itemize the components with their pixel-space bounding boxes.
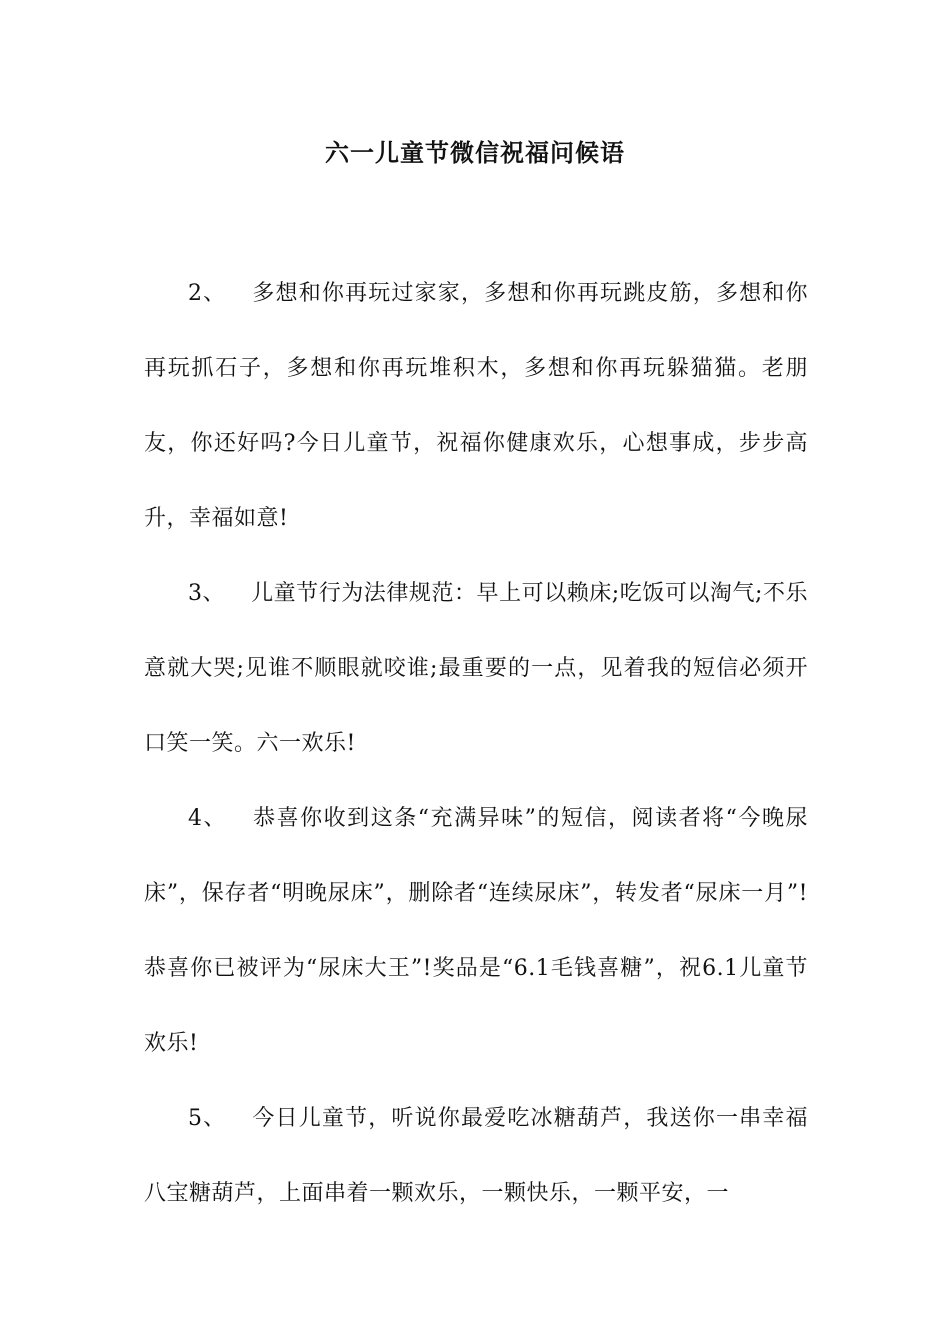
document-title: 六一儿童节微信祝福问候语 (325, 139, 625, 167)
paragraph-number: 5、 (188, 1106, 227, 1131)
paragraph-text: 多想和你再玩过家家，多想和你再玩跳皮筋，多想和你再玩抓石子，多想和你再玩堆积木，多想和你再玩躲猫猫。老朋友，你还好吗?今日儿童节，祝福你健康欢乐，心想事成，步步高升，幸福如意! (144, 281, 808, 531)
paragraph-text: 儿童节行为法律规范：早上可以赖床;吃饭可以淘气;不乐意就大哭;见谁不顺眼就咬谁;最重要的一点，见着我的短信必须开口笑一笑。六一欢乐! (144, 581, 809, 756)
paragraph-4 (144, 781, 808, 1081)
paragraph-2 (144, 256, 808, 556)
paragraph-number: 3、 (188, 581, 226, 606)
document-body (144, 256, 808, 1231)
paragraph-3 (144, 556, 808, 781)
paragraph-number: 4、 (188, 806, 228, 831)
paragraph-5 (144, 1081, 808, 1231)
paragraph-number: 2、 (188, 281, 227, 306)
paragraph-text: 恭喜你收到这条“充满异味”的短信，阅读者将“今晚尿床”，保存者“明晚尿床”，删除者“连续尿床”，转发者“尿床一月”!恭喜你已被评为“尿床大王”!奖品是“6.1毛钱喜糖”，祝6.1儿童节欢乐! (144, 806, 808, 1056)
paragraph-text: 今日儿童节，听说你最爱吃冰糖葫芦，我送你一串幸福八宝糖葫芦，上面串着一颗欢乐，一颗快乐，一颗平安，一 (144, 1106, 808, 1206)
